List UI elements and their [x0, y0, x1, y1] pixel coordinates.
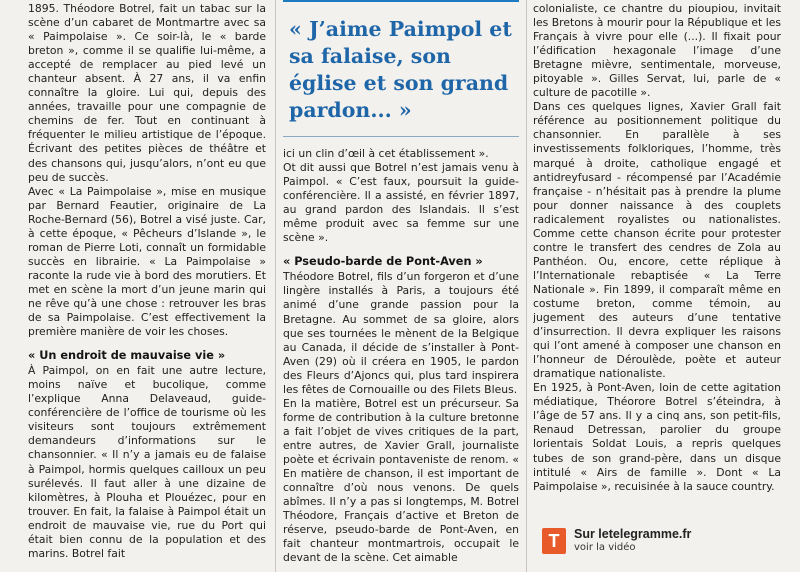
article-column-2: [283, 0, 519, 572]
subheading: « Pseudo-barde de Pont-Aven »: [283, 255, 483, 269]
link-main-text[interactable]: Sur letelegramme.fr: [574, 527, 692, 541]
paragraph: Ot dit aussi que Botrel n’est jamais venu à Paimpol. « C’est faux, poursuit la guide-conférencière. Il a assisté, en février 1897, au grand pardon des Islandais. Il s’est même produit avec sa femme sur une scène ».: [283, 161, 519, 245]
telegramme-video-link[interactable]: [542, 524, 772, 558]
link-sub-text[interactable]: voir la vidéo: [574, 542, 636, 553]
paragraph: ici un clin d’œil à cet établissement ».: [283, 147, 489, 160]
telegramme-logo-icon: T: [542, 528, 566, 554]
paragraph: Dans ces quelques lignes, Xavier Grall fait référence au positionnement politique du chansonnier. En parallèle à ses investissements folkloriques, l’homme, très marqué à droite, catholique engagé et antidreyfusard - récompensé par l’Académie française - n’hésitait pas à prendre la plume pour donner naissance à des couplets radicalement royalistes ou nationalistes. Comme cette chanson écrite pour protester contre le transfert des cendres de Zola au Panthéon. Ou, encore, cette réplique à l’Internationale rebaptisée « La Terre Nationale ». Fin 1899, il comparaît même en costume breton, comme témoin, au jugement des auteurs d’une tentative d’insurrection. Il devra expliquer les raisons qui l’ont amené à composer une chanson en l’honneur de Déroulède, poète et auteur dramatique nationaliste.: [533, 100, 781, 381]
column-divider: [526, 0, 527, 572]
pull-quote: [283, 0, 519, 137]
paragraph: colonialiste, ce chantre du pioupiou, invitait les Bretons à mourir pour la République et les Français à vivre pour elle (...). Il fixait pour l’édification hexagonale l’image d’une Bretagne mièvre, sentimentale, morveuse, pitoyable ». Gilles Servat, lui, parle de « culture de pacotille ».: [533, 2, 781, 100]
paragraph: À Paimpol, on en fait une autre lecture, moins naïve et bucolique, comme l’explique Anna Delaveaud, guide-conférencière de l’office de tourisme où les visiteurs sont toujours extrêmement demandeurs d’informations sur le chansonnier. « Il n’y a jamais eu de falaise à Paimpol, hormis quelques cailloux un peu surélevés. Il faut aller à une dizaine de kilomètres, à Plouha et Plouézec, pour en trouver. En fait, la falaise à Paimpol était un endroit de mauvaise vie, rue du Port qui était bien connu de la population et des marins. Botrel fait: [28, 364, 266, 560]
paragraph: En 1925, à Pont-Aven, loin de cette agitation médiatique, Théorore Botrel s’éteindra, à l’âge de 57 ans. Il y a cinq ans, son petit-fils, Renaud Detressan, parolier du groupe lorientais Soldat Louis, a repris quelques tubes de son grand-père, dans un disque intitulé « Airs de famille ». Dont « La Paimpolaise », recuisinée à la sauce country.: [533, 381, 781, 493]
paragraph: En la matière, Botrel est un précurseur. Sa forme de contribution à la culture bretonne a fait l’objet de vives critiques de la part, entre autres, de Xavier Grall, journaliste poète et écrivain pontaveniste de renom. « En matière de chanson, il est important de connaître d’où nous venons. De quels abîmes. Il n’y a pas si longtemps, M. Botrel Théodore, Français d’active et Breton de réserve, pseudo-barde de Pont-Aven, en fait chanteur montmartrois, occupait le devant de la scène. Cet aimable: [283, 396, 519, 565]
paragraph: Théodore Botrel, fils d’un forgeron et d’une lingère installés à Paris, a toujours été animé d’une grande passion pour la Bretagne. Au sommet de sa gloire, alors que ses tournées le mènent de la Belgique au Canada, il décide de s’installer à Pont-Aven (29) où il créera en 1905, le pardon des Fleurs d’Ajoncs qui, plus tard inspirera les fêtes de Cornouaille ou des Filets Bleus.: [283, 270, 519, 396]
pull-quote-text: « J’aime Paimpol et sa falaise, son église et son grand pardon... »: [289, 17, 512, 122]
paragraph: 1895. Théodore Botrel, fait un tabac sur la scène d’un cabaret de Montmartre avec sa « Paimpolaise ». Ce soir-là, le « barde breton », comme il se qualifie lui-même, a accepté de remplacer au pied levé un chanteur absent. À 27 ans, il va enfin connaître la gloire. Lui qui, depuis des années, travaille pour une compagnie de chemins de fer. Tout en continuant à fréquenter le milieu artistique de l’époque. Écrivant des petites pièces de théâtre et des chansons qui, jusqu’alors, n’ont eu que peu de succès.: [28, 2, 266, 184]
paragraph: Avec « La Paimpolaise », mise en musique par Bernard Feautier, originaire de La Roche-Bernard (56), Botrel a visé juste. Car, à cette époque, « Pêcheurs d’Islande », le roman de Pierre Loti, connaît un formidable succès en librairie. « La Paimpolaise » raconte la rude vie à bord des morutiers. Et met en scène la mort d’un jeune marin qui ne rêve qu’à une chose : retrouver les bras de sa Paimpolaise. C’est effectivement la première manière de voir les choses.: [28, 184, 266, 339]
column-divider: [275, 0, 276, 572]
article-column-3: [533, 0, 781, 520]
subheading: « Un endroit de mauvaise vie »: [28, 349, 226, 363]
article-column-1: [28, 0, 266, 572]
link-text: [574, 528, 691, 554]
